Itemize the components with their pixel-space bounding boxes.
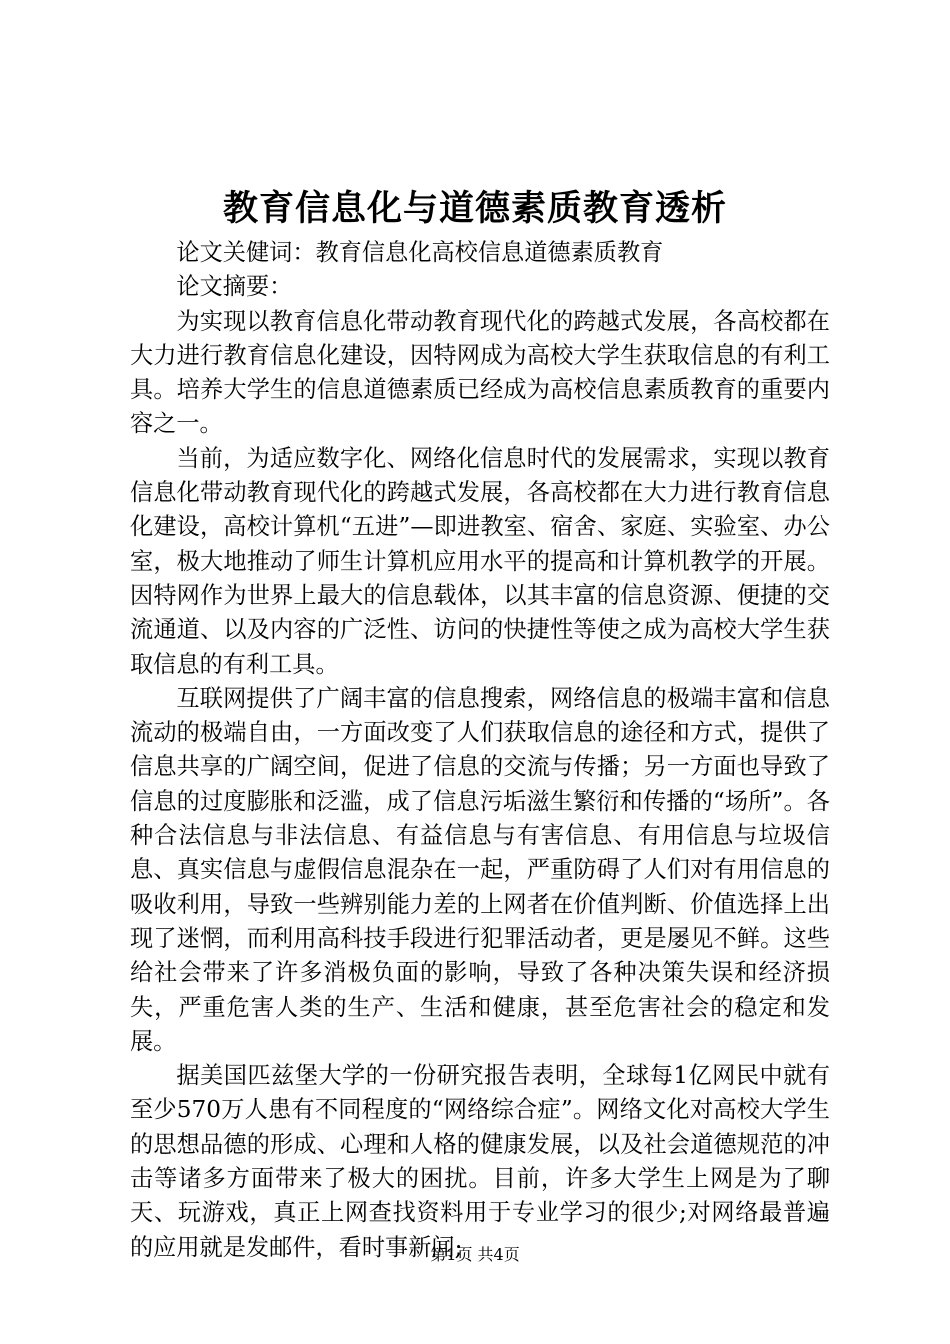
paragraph-4: 据美国匹兹堡大学的一份研究报告表明，全球每1亿网民中就有至少570万人患有不同程度的“网络综合症”。网络文化对高校大学生的思想品德的形成、心理和人格的健康发展，以及社会道德规范的冲击等诸多方面带来了极大的困扰。目前，许多大学生上网是为了聊天、玩游戏，真正上网查找资料用于专业学习的很少;对网络最普遍的应用就是发邮件，看时事新闻; — [130, 1062, 830, 1261]
paragraph-1: 为实现以教育信息化带动教育现代化的跨越式发展，各高校都在大力进行教育信息化建设，因特网成为高校大学生获取信息的有利工具。培养大学生的信息道德素质已经成为高校信息素质教育的重要内容之一。 — [130, 307, 830, 438]
paragraph-3: 互联网提供了广阔丰富的信息搜索，网络信息的极端丰富和信息流动的极端自由，一方面改变了人们获取信息的途径和方式，提供了信息共享的广阔空间，促进了信息的交流与传播；另一方面也导致了信息的过度膨胀和泛滥，成了信息污垢滋生繁衍和传播的“场所”。各种合法信息与非法信息、有益信息与有害信息、有用信息与垃圾信息、真实信息与虚假信息混杂在一起，严重防碍了人们对有用信息的吸收利用，导致一些辨别能力差的上网者在价值判断、价值选择上出现了迷惘，而利用高科技手段进行犯罪活动者，更是屡见不鲜。这些给社会带来了许多消极负面的影响，导致了各种决策失误和经济损失，严重危害人类的生产、生活和健康，甚至危害社会的稳定和发展。 — [130, 684, 830, 1055]
page-footer: 第1页 共4页 — [430, 1245, 520, 1264]
keywords-line: 论文关健词：教育信息化高校信息道德素质教育 — [176, 239, 664, 266]
document-body — [130, 236, 830, 1265]
paragraph-2: 当前，为适应数字化、网络化信息时代的发展需求，实现以教育信息化带动教育现代化的跨越式发展，各高校都在大力进行教育信息化建设，高校计算机“五进”—即进教室、宿舍、家庭、实验室、办公室，极大地推动了师生计算机应用水平的提高和计算机教学的开展。因特网作为世界上最大的信息载体，以其丰富的信息资源、便捷的交流通道、以及内容的广泛性、访问的快捷性等使之成为高校大学生获取信息的有利工具。 — [130, 444, 830, 678]
document-title: 教育信息化与道德素质教育透析 — [222, 189, 727, 229]
abstract-label: 论文摘要： — [176, 273, 293, 301]
